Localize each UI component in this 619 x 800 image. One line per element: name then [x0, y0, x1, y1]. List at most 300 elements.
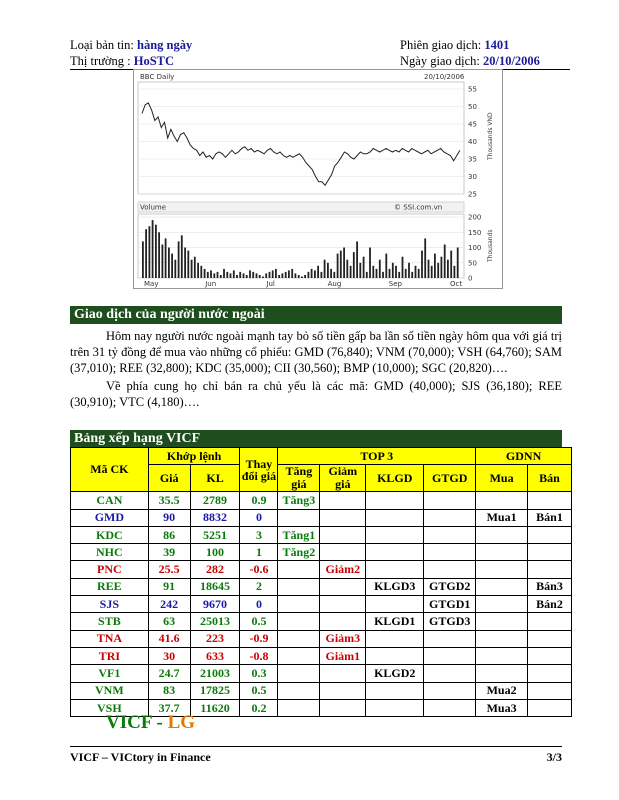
volume-bar: [191, 260, 193, 278]
volume-bar: [152, 220, 154, 278]
cell-down: [320, 699, 366, 716]
x-tick-label: Sep: [388, 280, 403, 288]
cell-chg: 3: [240, 526, 278, 543]
cell-klgd: [366, 561, 424, 578]
cell-gtgd: [424, 492, 476, 509]
col-change: Thay đổi giá: [240, 448, 278, 492]
cell-up: [278, 682, 320, 699]
cell-sell: [528, 526, 572, 543]
stock-chart-svg: [134, 70, 502, 288]
col-gdnn: GDNN: [476, 448, 572, 465]
cell-gtgd: GTGD2: [424, 578, 476, 595]
cell-chg: 2: [240, 578, 278, 595]
cell-price: 242: [148, 596, 190, 613]
col-up: Tăng giá: [278, 465, 320, 492]
volume-bar: [415, 266, 417, 278]
cell-buy: [476, 665, 528, 682]
cell-vol: 5251: [190, 526, 240, 543]
price-tick-label: 55: [468, 85, 477, 94]
cell-chg: -0.8: [240, 647, 278, 664]
table-row: [71, 682, 572, 699]
ranking-section-title: Bảng xếp hạng VICF: [70, 430, 562, 448]
table-row: [71, 665, 572, 682]
volume-bar: [330, 269, 332, 278]
volume-bar: [256, 273, 258, 278]
volume-bar: [197, 263, 199, 278]
volume-bar: [424, 238, 426, 278]
cell-up: [278, 647, 320, 664]
price-series-line: [142, 103, 460, 185]
volume-bar: [162, 245, 164, 279]
chart-title: BBC Daily: [140, 73, 175, 81]
cell-gtgd: GTGD1: [424, 596, 476, 613]
price-tick-label: 45: [468, 120, 477, 129]
volume-bar: [405, 269, 407, 278]
col-vol: KL: [190, 465, 240, 492]
volume-bar: [304, 275, 306, 278]
volume-bar: [408, 263, 410, 278]
cell-code: VNM: [71, 682, 149, 699]
cell-sell: [528, 630, 572, 647]
volume-bar: [324, 260, 326, 278]
x-tick-label: Aug: [327, 280, 342, 288]
cell-klgd: [366, 492, 424, 509]
cell-gtgd: [424, 647, 476, 664]
col-match: Khớp lệnh: [148, 448, 240, 465]
cell-code: VF1: [71, 665, 149, 682]
volume-tick-label: 150: [468, 228, 482, 237]
cell-vol: 633: [190, 647, 240, 664]
cell-price: 63: [148, 613, 190, 630]
cell-code: STB: [71, 613, 149, 630]
trade-date: Ngày giao dịch: 20/10/2006: [400, 54, 540, 68]
cell-buy: Mua2: [476, 682, 528, 699]
cell-down: [320, 665, 366, 682]
volume-bar: [333, 272, 335, 278]
volume-bar: [382, 272, 384, 278]
volume-bar: [272, 270, 274, 278]
news-type-value: hàng ngày: [137, 38, 193, 52]
cell-chg: 1: [240, 544, 278, 561]
volume-bar: [379, 260, 381, 278]
col-gtgd: GTGD: [424, 465, 476, 492]
volume-bar: [441, 257, 443, 278]
table-row: [71, 492, 572, 509]
foreign-section-title: Giao dịch của người nước ngoài: [70, 306, 562, 324]
cell-code: CAN: [71, 492, 149, 509]
cell-buy: [476, 492, 528, 509]
cell-vol: 18645: [190, 578, 240, 595]
cell-up: [278, 509, 320, 526]
volume-bar: [243, 273, 245, 278]
cell-up: Tăng3: [278, 492, 320, 509]
volume-bar: [311, 269, 313, 278]
cell-sell: [528, 682, 572, 699]
table-row: [71, 509, 572, 526]
volume-bar: [246, 275, 248, 278]
volume-bar: [437, 263, 439, 278]
cell-code: NHC: [71, 544, 149, 561]
cell-code: GMD: [71, 509, 149, 526]
volume-bar: [207, 272, 209, 278]
volume-bar: [282, 273, 284, 278]
cell-klgd: KLGD2: [366, 665, 424, 682]
volume-bar: [187, 251, 189, 278]
cell-down: Giảm2: [320, 561, 366, 578]
cell-up: [278, 561, 320, 578]
cell-vol: 100: [190, 544, 240, 561]
cell-price: 86: [148, 526, 190, 543]
volume-bar: [165, 238, 167, 278]
cell-klgd: [366, 630, 424, 647]
cell-gtgd: [424, 561, 476, 578]
volume-bar: [291, 269, 293, 278]
cell-down: [320, 492, 366, 509]
volume-bar: [392, 263, 394, 278]
cell-price: 91: [148, 578, 190, 595]
cell-up: [278, 578, 320, 595]
cell-chg: 0: [240, 509, 278, 526]
volume-bar: [411, 272, 413, 278]
cell-buy: [476, 613, 528, 630]
cell-up: [278, 630, 320, 647]
volume-bar: [340, 251, 342, 278]
cell-down: [320, 613, 366, 630]
cell-sell: [528, 544, 572, 561]
volume-bar: [223, 269, 225, 278]
volume-bar: [321, 272, 323, 278]
cell-buy: [476, 630, 528, 647]
cell-buy: [476, 561, 528, 578]
volume-bar: [308, 272, 310, 278]
cell-sell: Bán2: [528, 596, 572, 613]
volume-bar: [298, 275, 300, 278]
cell-vol: 17825: [190, 682, 240, 699]
cell-klgd: [366, 526, 424, 543]
volume-bar: [402, 257, 404, 278]
cell-vol: 21003: [190, 665, 240, 682]
col-top3: TOP 3: [278, 448, 476, 465]
col-buy: Mua: [476, 465, 528, 492]
volume-bar: [343, 248, 345, 279]
volume-bar: [359, 263, 361, 278]
cell-gtgd: [424, 526, 476, 543]
market: Thị trường : HoSTC: [70, 54, 175, 68]
cell-gtgd: [424, 630, 476, 647]
volume-bar: [262, 277, 264, 279]
table-row: [71, 544, 572, 561]
volume-bar: [236, 275, 238, 278]
volume-bar: [285, 272, 287, 278]
price-tick-label: 30: [468, 173, 477, 181]
volume-bar: [301, 277, 303, 279]
cell-price: 39: [148, 544, 190, 561]
footer-divider: [70, 746, 562, 747]
cell-chg: 0.2: [240, 699, 278, 716]
col-sell: Bán: [528, 465, 572, 492]
volume-bar: [142, 241, 144, 278]
session-value: 1401: [484, 38, 510, 52]
col-price: Giá: [148, 465, 190, 492]
volume-bar: [230, 273, 232, 278]
session: Phiên giao dịch: 1401: [400, 38, 510, 52]
cell-down: [320, 544, 366, 561]
cell-code: TNA: [71, 630, 149, 647]
volume-bar: [372, 266, 374, 278]
volume-bar: [278, 275, 280, 278]
report-header: [70, 37, 550, 69]
x-tick-label: May: [144, 280, 159, 288]
volume-bar: [434, 254, 436, 278]
cell-up: [278, 613, 320, 630]
price-tick-label: 40: [468, 138, 477, 146]
cell-buy: [476, 544, 528, 561]
volume-bar: [200, 266, 202, 278]
volume-bar: [181, 235, 183, 278]
cell-down: [320, 596, 366, 613]
cell-chg: 0.9: [240, 492, 278, 509]
volume-tick-label: 200: [468, 213, 482, 222]
volume-bar: [454, 266, 456, 278]
volume-bar: [450, 251, 452, 278]
table-row: [71, 561, 572, 578]
volume-bar: [444, 245, 446, 279]
table-row: [71, 630, 572, 647]
cell-klgd: [366, 647, 424, 664]
cell-chg: -0.6: [240, 561, 278, 578]
foreign-paragraph-2: Về phía cung họ chỉ bán ra chủ yếu là các mã: GMD (40,000); SJS (36,180); REE (30,910); VTC (4,180)….: [70, 379, 562, 409]
volume-bar: [337, 254, 339, 278]
cell-klgd: [366, 699, 424, 716]
table-row: [71, 596, 572, 613]
table-row: [71, 526, 572, 543]
volume-bar: [376, 269, 378, 278]
cell-vol: 9670: [190, 596, 240, 613]
cell-down: [320, 682, 366, 699]
cell-buy: [476, 526, 528, 543]
volume-bar: [327, 263, 329, 278]
volume-bar: [149, 226, 151, 278]
cell-klgd: [366, 596, 424, 613]
volume-bar: [431, 266, 433, 278]
cell-vol: 11620: [190, 699, 240, 716]
volume-bar: [353, 252, 355, 278]
volume-bar: [259, 275, 261, 278]
cell-chg: -0.9: [240, 630, 278, 647]
cell-price: 24.7: [148, 665, 190, 682]
volume-axis-label: Thousands: [487, 229, 494, 262]
cell-price: 37.7: [148, 699, 190, 716]
cell-chg: 0: [240, 596, 278, 613]
volume-label: Volume: [140, 203, 167, 212]
cell-price: 35.5: [148, 492, 190, 509]
cell-code: VSH: [71, 699, 149, 716]
table-row: [71, 578, 572, 595]
volume-bar: [220, 275, 222, 278]
x-tick-label: Jun: [205, 280, 217, 288]
volume-bar: [428, 260, 430, 278]
col-code: Mã CK: [71, 448, 149, 492]
vicf-logo: VICF - LG: [106, 712, 196, 733]
volume-bar: [233, 270, 235, 278]
footer: [70, 750, 562, 765]
cell-klgd: [366, 544, 424, 561]
cell-gtgd: GTGD3: [424, 613, 476, 630]
volume-bar: [314, 270, 316, 278]
cell-code: KDC: [71, 526, 149, 543]
cell-price: 25.5: [148, 561, 190, 578]
cell-sell: Bán1: [528, 509, 572, 526]
cell-vol: 8832: [190, 509, 240, 526]
volume-bar: [269, 272, 271, 278]
volume-bar: [275, 269, 277, 278]
cell-gtgd: [424, 509, 476, 526]
cell-sell: [528, 647, 572, 664]
cell-vol: 282: [190, 561, 240, 578]
cell-vol: 2789: [190, 492, 240, 509]
cell-down: [320, 509, 366, 526]
volume-bar: [418, 269, 420, 278]
price-axis-label: Thousands VND: [487, 112, 494, 160]
cell-chg: 0.5: [240, 613, 278, 630]
volume-bar: [226, 272, 228, 278]
volume-bar: [158, 232, 160, 278]
volume-bar: [356, 241, 358, 278]
volume-bar: [239, 272, 241, 278]
volume-bar: [252, 272, 254, 278]
cell-vol: 25013: [190, 613, 240, 630]
x-tick-label: Oct: [450, 280, 463, 288]
cell-code: SJS: [71, 596, 149, 613]
volume-bar: [385, 254, 387, 278]
cell-down: [320, 526, 366, 543]
cell-buy: [476, 578, 528, 595]
cell-buy: [476, 596, 528, 613]
cell-chg: 0.5: [240, 682, 278, 699]
cell-klgd: [366, 509, 424, 526]
volume-bar: [421, 251, 423, 278]
cell-sell: [528, 699, 572, 716]
cell-up: [278, 699, 320, 716]
col-down: Giảm giá: [320, 465, 366, 492]
volume-bar: [288, 270, 290, 278]
cell-sell: Bán3: [528, 578, 572, 595]
table-row: [71, 613, 572, 630]
chart-date: 20/10/2006: [424, 73, 465, 81]
cell-buy: [476, 647, 528, 664]
cell-price: 83: [148, 682, 190, 699]
cell-code: PNC: [71, 561, 149, 578]
volume-bar: [265, 273, 267, 278]
volume-bar: [217, 272, 219, 278]
cell-price: 90: [148, 509, 190, 526]
price-tick-label: 25: [468, 190, 477, 199]
volume-bar: [178, 241, 180, 278]
price-tick-label: 35: [468, 155, 477, 164]
cell-klgd: KLGD1: [366, 613, 424, 630]
price-tick-label: 50: [468, 103, 477, 111]
volume-bar: [174, 260, 176, 278]
trade-date-value: 20/10/2006: [482, 54, 540, 68]
cell-code: TRI: [71, 647, 149, 664]
cell-sell: [528, 492, 572, 509]
cell-up: [278, 596, 320, 613]
volume-bar: [398, 272, 400, 278]
cell-gtgd: [424, 699, 476, 716]
cell-price: 41.6: [148, 630, 190, 647]
cell-chg: 0.3: [240, 665, 278, 682]
cell-down: Giảm1: [320, 647, 366, 664]
cell-klgd: KLGD3: [366, 578, 424, 595]
table-row: [71, 647, 572, 664]
volume-bar: [249, 270, 251, 278]
foreign-paragraph-1: Hôm nay người nước ngoài mạnh tay bỏ số tiền gấp ba lần số tiền ngày hôm qua với giá trị trên 31 tỷ đồng để mua vào những cổ phiếu: GMD (76,840); VNM (70,000); VSH (64,760); SAM (37,010); REE (32,800); KDC (35,000); CII (30,560); BMP (10,000); SGC (20,820)….: [70, 329, 562, 375]
stock-chart: [133, 69, 503, 289]
footer-left: VICF – VICtory in Finance: [70, 750, 211, 764]
cell-klgd: [366, 682, 424, 699]
cell-down: [320, 578, 366, 595]
volume-tick-label: 50: [468, 259, 477, 268]
ranking-table-body: [71, 492, 572, 717]
news-type: Loại bản tin: hàng ngày: [70, 38, 193, 52]
volume-bar: [389, 269, 391, 278]
cell-up: Tăng2: [278, 544, 320, 561]
volume-bar: [210, 270, 212, 278]
x-tick-label: Jul: [266, 280, 275, 288]
chart-watermark: © SSI.com.vn: [394, 203, 443, 212]
cell-gtgd: [424, 544, 476, 561]
volume-bar: [204, 269, 206, 278]
volume-bar: [295, 273, 297, 278]
market-value: HoSTC: [133, 54, 175, 68]
volume-bar: [447, 260, 449, 278]
volume-bar: [346, 260, 348, 278]
cell-down: Giảm3: [320, 630, 366, 647]
volume-bar: [369, 248, 371, 279]
cell-buy: Mua3: [476, 699, 528, 716]
volume-bar: [363, 257, 365, 278]
cell-gtgd: [424, 665, 476, 682]
cell-price: 30: [148, 647, 190, 664]
cell-sell: [528, 665, 572, 682]
cell-vol: 223: [190, 630, 240, 647]
cell-up: [278, 665, 320, 682]
cell-up: Tăng1: [278, 526, 320, 543]
volume-bar: [213, 273, 215, 278]
page-number: 3/3: [546, 750, 562, 764]
volume-bar: [184, 248, 186, 279]
volume-tick-label: 0: [468, 274, 473, 283]
volume-bar: [366, 272, 368, 278]
volume-bar: [145, 229, 147, 278]
ranking-table: [70, 447, 572, 717]
cell-gtgd: [424, 682, 476, 699]
volume-bar: [350, 266, 352, 278]
cell-code: REE: [71, 578, 149, 595]
volume-bar: [194, 257, 196, 278]
volume-bar: [168, 248, 170, 279]
volume-bar: [155, 225, 157, 278]
col-klgd: KLGD: [366, 465, 424, 492]
volume-bar: [171, 254, 173, 278]
cell-sell: [528, 613, 572, 630]
volume-tick-label: 100: [468, 244, 482, 253]
cell-buy: Mua1: [476, 509, 528, 526]
volume-bar: [317, 266, 319, 278]
volume-bar: [395, 266, 397, 278]
volume-bar: [457, 248, 459, 279]
cell-sell: [528, 561, 572, 578]
